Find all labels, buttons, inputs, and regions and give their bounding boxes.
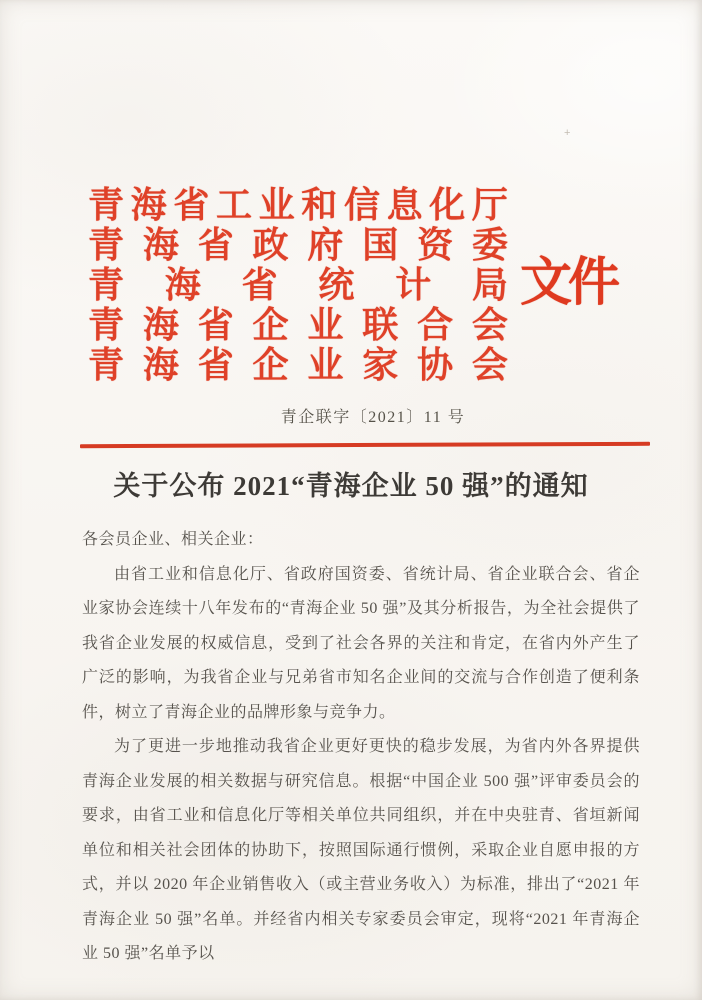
letterhead-char: 国 xyxy=(362,224,399,265)
letterhead-char: 青 xyxy=(88,264,125,305)
letterhead xyxy=(88,182,508,385)
letterhead-char: 统 xyxy=(318,264,355,305)
letterhead-char: 政 xyxy=(252,224,289,265)
letterhead-char: 计 xyxy=(395,264,432,305)
letterhead-char: 海 xyxy=(142,344,179,385)
body-paragraph-2: 为了更进一步地推动我省企业更好更快的稳步发展，为省内外各界提供青海企业发展的相关数据与研究信息。根据“中国企业 500 强”评审委员会的要求，由省工业和信息化厅等相关单位共同组织，并在中央驻青、省垣新闻单位和相关社会团体的协助下，按照国际通行惯例，采取企业自愿申报的方式，并以 2020 年企业销售收入（或主营业务收入）为标准，排出了“2021 年青海企业 50 强”名单。并经省内相关专家委员会审定，现将“2021 年青海企业 50 强”名单予以 xyxy=(82,738,640,962)
document-body xyxy=(82,523,640,972)
letterhead-char: 会 xyxy=(471,344,508,385)
body-paragraph-1: 由省工业和信息化厅、省政府国资委、省统计局、省企业联合会、省企业家协会连续十八年发布的“青海企业 50 强”及其分析报告，为全社会提供了我省企业发展的权威信息，受到了社会各界的关注和肯定，在省内外产生了广泛的影响，为我省企业与兄弟省市知名企业间的交流与合作创造了便利条件，树立了青海企业的品牌形象与竞争力。 xyxy=(82,565,640,721)
letterhead-char: 省 xyxy=(197,304,234,345)
crop-mark-icon: + xyxy=(564,127,571,139)
letterhead-char: 海 xyxy=(130,184,167,225)
letterhead-char: 府 xyxy=(307,224,344,265)
letterhead-char: 企 xyxy=(252,344,289,385)
letterhead-char: 省 xyxy=(197,224,234,265)
letterhead-char: 省 xyxy=(197,344,234,385)
letterhead-char: 化 xyxy=(429,184,466,225)
red-divider-line xyxy=(80,442,650,448)
letterhead-char: 省 xyxy=(241,264,278,305)
letterhead-char: 信 xyxy=(343,184,380,225)
letterhead-char: 联 xyxy=(362,304,399,345)
letterhead-char: 委 xyxy=(471,224,508,265)
letterhead-char: 业 xyxy=(307,344,344,385)
letterhead-char: 青 xyxy=(88,184,125,225)
page-title: 关于公布 2021“青海企业 50 强”的通知 xyxy=(113,471,589,501)
doc-type-label: 文件 xyxy=(520,255,617,312)
letterhead-char: 青 xyxy=(88,344,125,385)
letterhead-char: 和 xyxy=(301,184,338,225)
letterhead-char: 息 xyxy=(386,184,423,225)
letterhead-org-line-2 xyxy=(88,222,508,265)
letterhead-char: 合 xyxy=(417,304,454,345)
letterhead-char: 企 xyxy=(252,304,289,345)
letterhead-org-line-5 xyxy=(88,342,508,385)
letterhead-char: 业 xyxy=(258,184,295,225)
doc-number: 青企联字〔2021〕11 号 xyxy=(280,409,466,426)
letterhead-char: 青 xyxy=(88,224,125,265)
letterhead-char: 资 xyxy=(417,224,454,265)
letterhead-char: 海 xyxy=(164,264,201,305)
letterhead-char: 海 xyxy=(142,224,179,265)
letterhead-char: 局 xyxy=(471,264,508,305)
letterhead-char: 海 xyxy=(142,304,179,345)
letterhead-char: 省 xyxy=(173,184,210,225)
letterhead-char: 业 xyxy=(307,304,344,345)
letterhead-char: 厅 xyxy=(471,184,508,225)
salutation: 各会员企业、相关企业： xyxy=(82,531,264,548)
letterhead-char: 协 xyxy=(417,344,454,385)
letterhead-char: 工 xyxy=(215,184,252,225)
letterhead-char: 家 xyxy=(362,344,399,385)
letterhead-char: 青 xyxy=(88,304,125,345)
letterhead-char: 会 xyxy=(471,304,508,345)
